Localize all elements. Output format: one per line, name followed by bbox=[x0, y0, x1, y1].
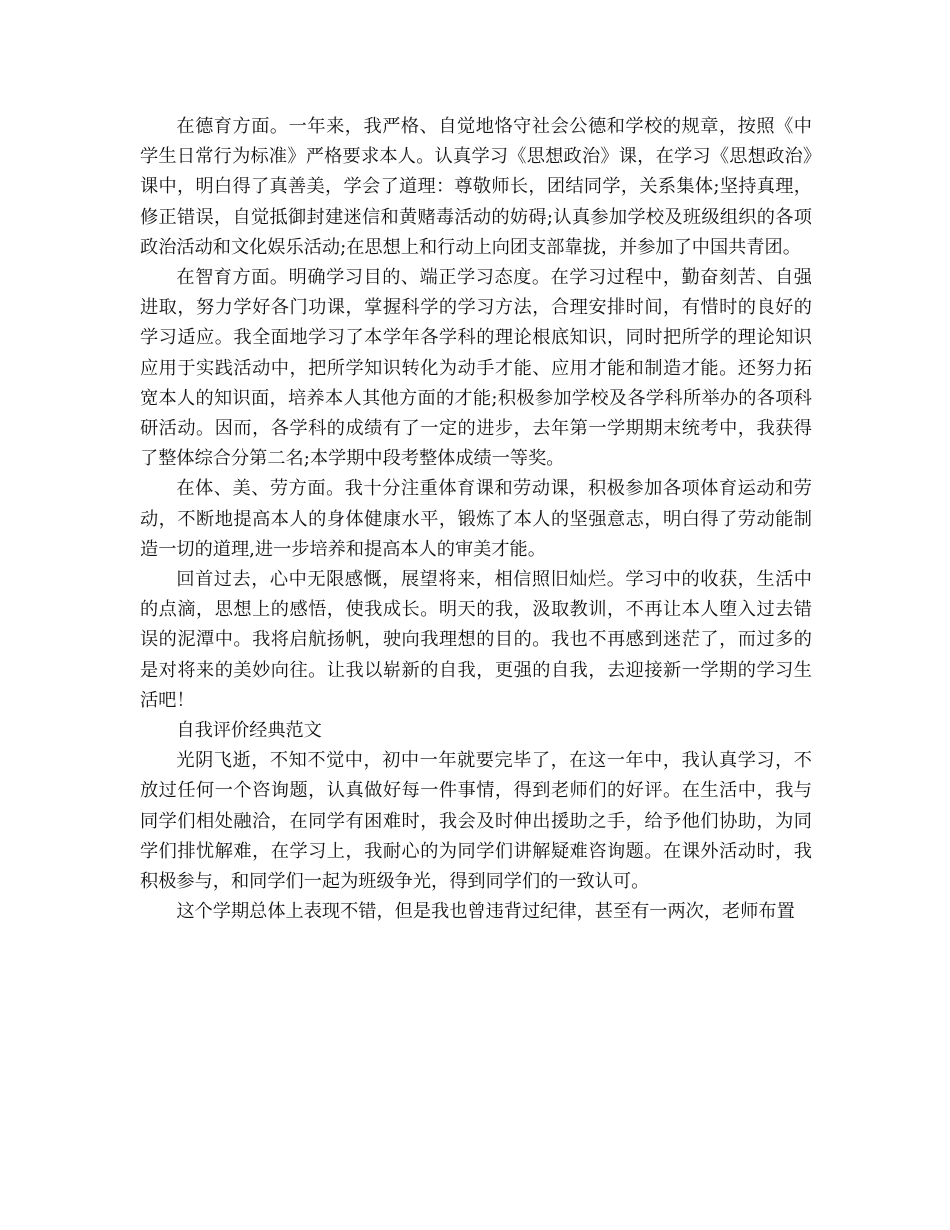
section-heading: 自我评价经典范文 bbox=[176, 720, 322, 742]
paragraph-intellectual-education: 在智育方面。明确学习目的、端正学习态度。在学习过程中，勤奋刻苦、自强进取，努力学好各门功课，掌握科学的学习方法，合理安排时间，有惜时的良好的学习适应。我全面地学习了本学年各学科的理论根底知识，同时把所学的理论知识应用于实践活动中，把所学知识转化为动手才能、应用才能和制造才能。还努力拓宽本人的知识面，培养本人其他方面的才能;积极参加学校及各学科所举办的各项科研活动。因而，各学科的成绩有了一定的进步，去年第一学期期末统考中，我获得了整体综合分第二名;本学期中段考整体成绩一等奖。 bbox=[140, 267, 812, 470]
paragraph-moral-education: 在德育方面。一年来，我严格、自觉地恪守社会公德和学校的规章，按照《中学生日常行为标准》严格要求本人。认真学习《思想政治》课，在学习《思想政治》课中，明白得了真善美，学会了道理：尊敬师长，团结同学，关系集体;坚持真理，修正错误，自觉抵御封建迷信和黄赌毒活动的妨碍;认真参加学校及班级组织的各项政治活动和文化娱乐活动;在思想上和行动上向团支部靠拢，并参加了中国共青团。 bbox=[140, 116, 812, 258]
paragraph-semester-summary: 这个学期总体上表现不错，但是我也曾违背过纪律，甚至有一两次，老师布置 bbox=[176, 901, 795, 923]
paragraph-physical-aesthetic-labor: 在体、美、劳方面。我十分注重体育课和劳动课，积极参加各项体育运动和劳动，不断地提高本人的身体健康水平，锻炼了本人的坚强意志，明白得了劳动能制造一切的道理,进一步培养和提高本人的审美才能。 bbox=[140, 478, 812, 560]
paragraph-sample-essay: 光阴飞逝，不知不觉中，初中一年就要完毕了，在这一年中，我认真学习，不放过任何一个咨询题，认真做好每一件事情，得到老师们的好评。在生活中，我与同学们相处融洽，在同学有困难时，我会及时伸出援助之手，给予他们协助，为同学们排忧解难，在学习上，我耐心的为同学们讲解疑难咨询题。在课外活动时，我积极参与，和同学们一起为班级争光，得到同学们的一致认可。 bbox=[140, 750, 812, 893]
paragraph-reflection: 回首过去，心中无限感慨，展望将来，相信照旧灿烂。学习中的收获，生活中的点滴，思想上的感悟，使我成长。明天的我，汲取教训，不再让本人堕入过去错误的泥潭中。我将启航扬帆，驶向我理想的目的。我也不再感到迷茫了，而过多的是对将来的美妙向往。让我以崭新的自我，更强的自我，去迎接新一学期的学习生活吧！ bbox=[140, 569, 812, 711]
document-body bbox=[140, 112, 812, 927]
